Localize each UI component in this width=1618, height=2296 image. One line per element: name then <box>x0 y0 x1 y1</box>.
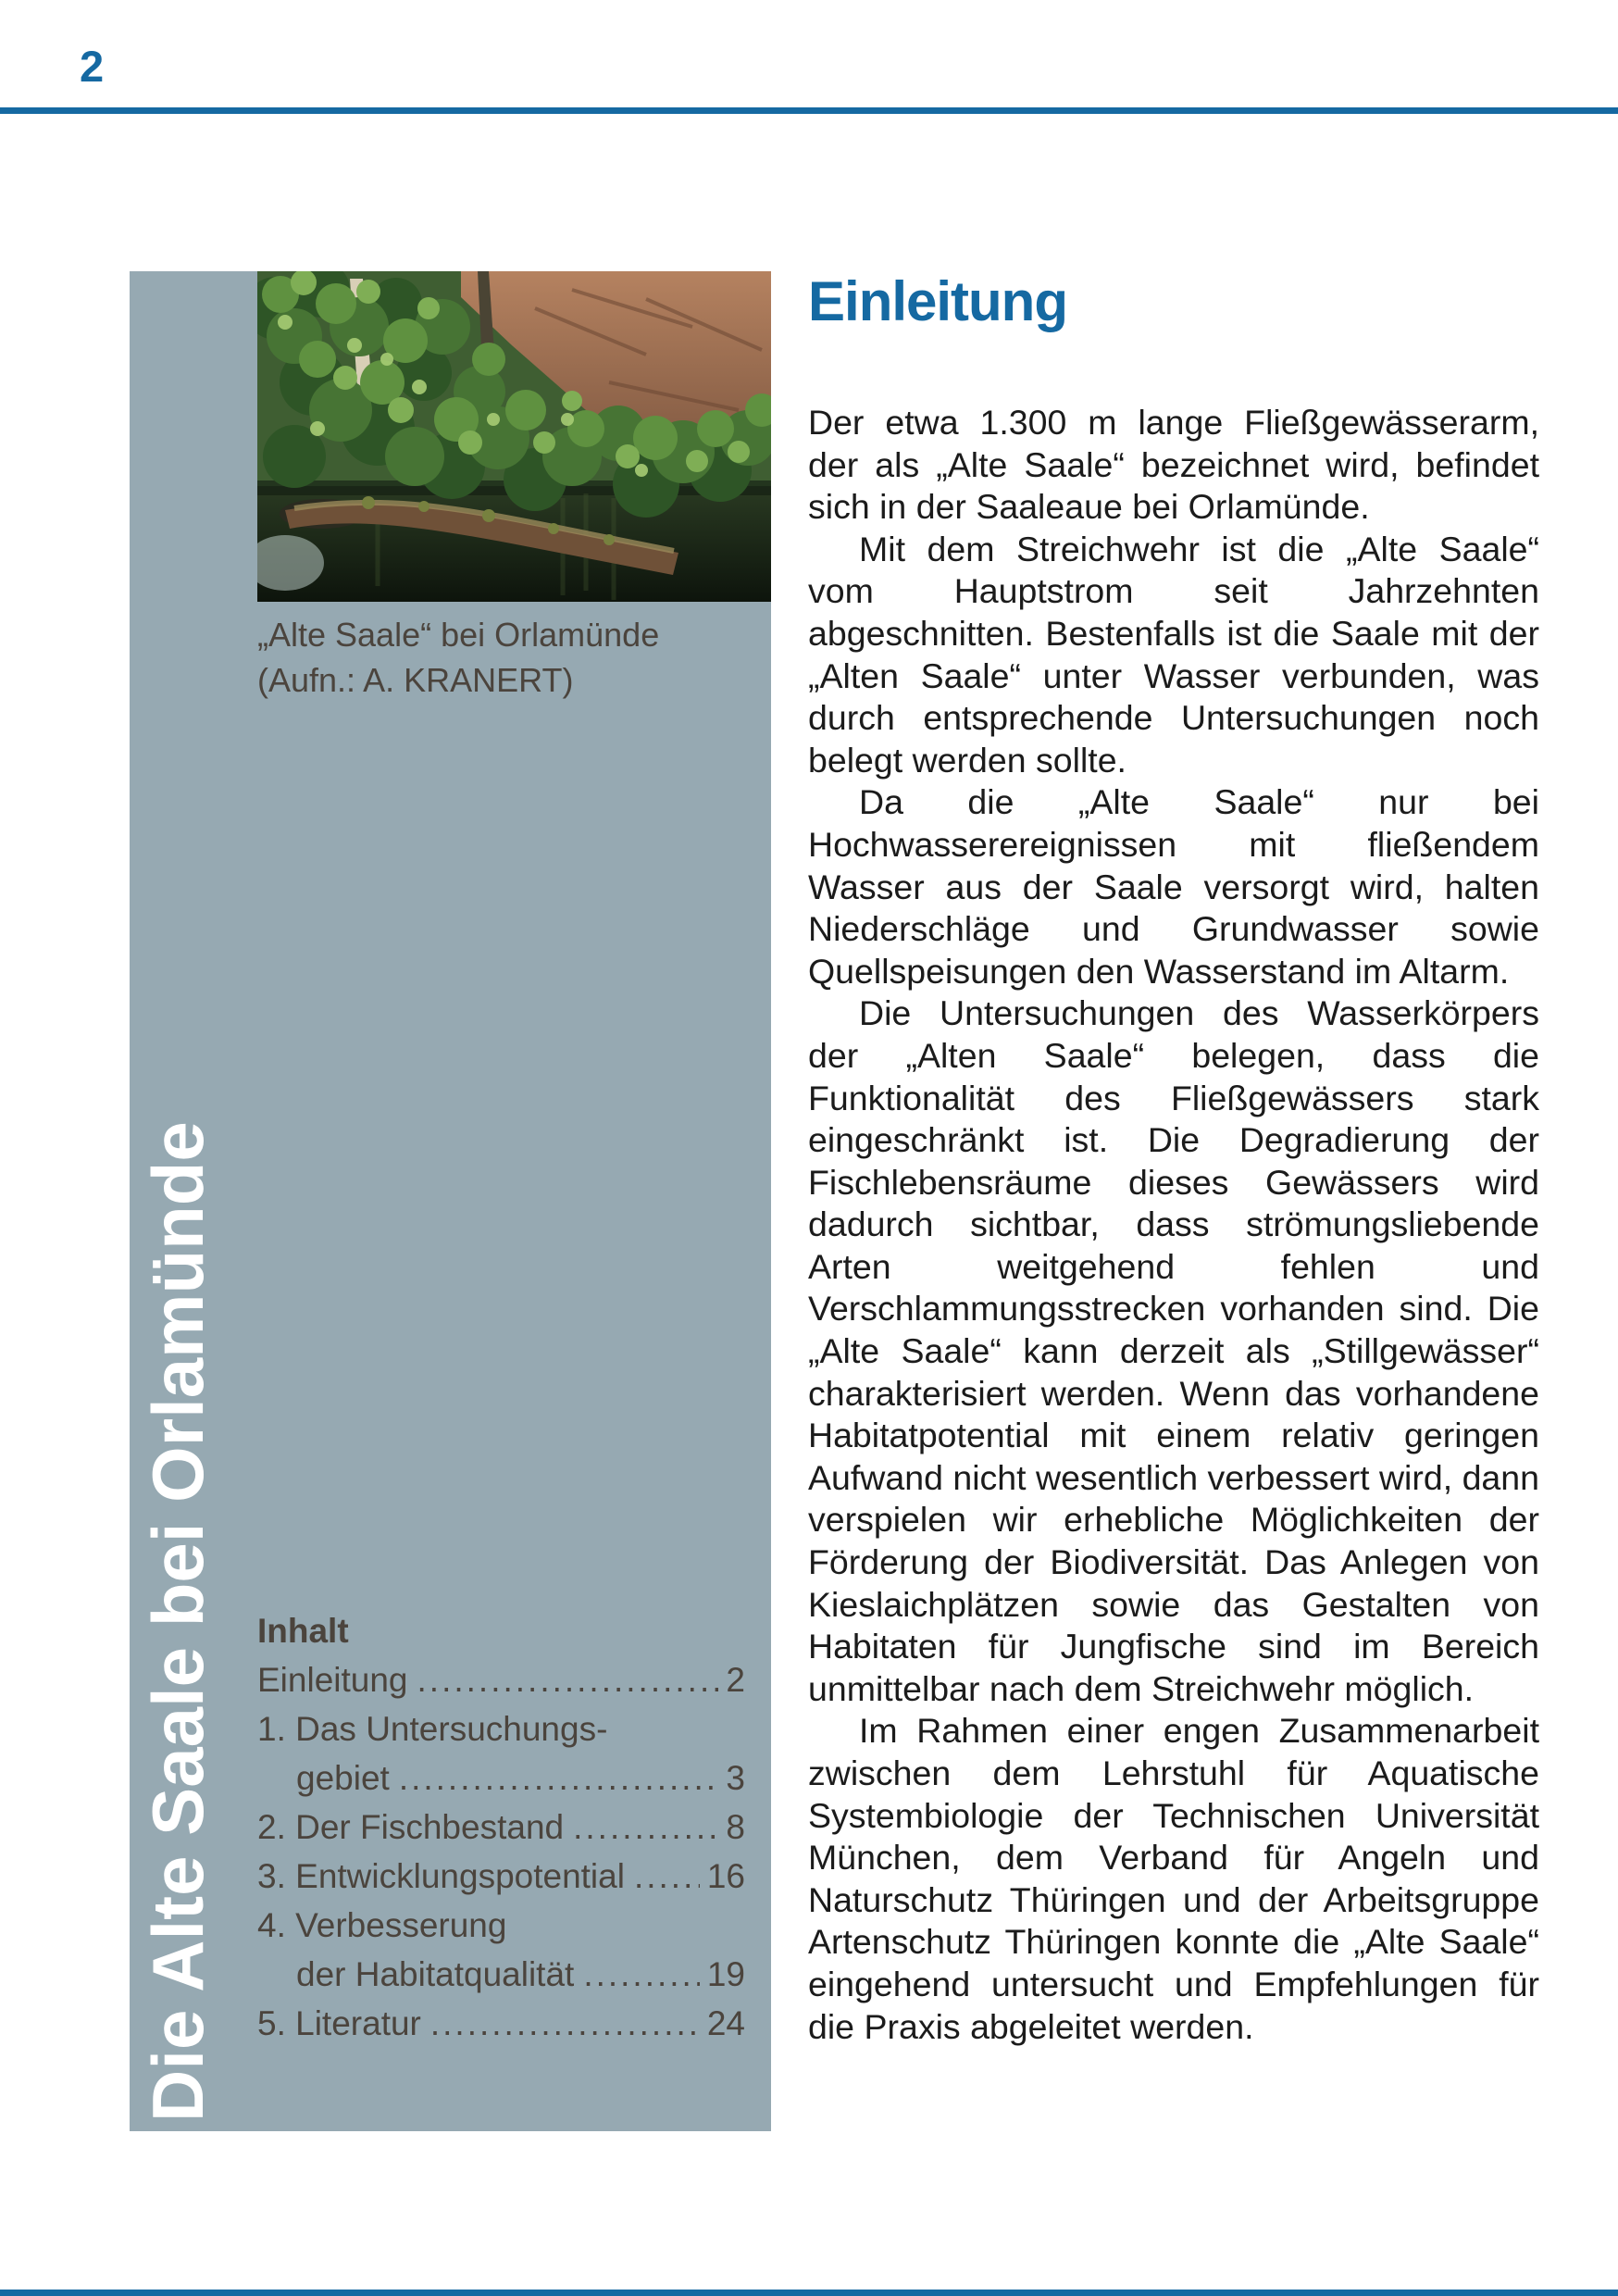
toc-entry <box>257 1655 745 1704</box>
toc-dots-leader <box>399 1753 719 1803</box>
river-photo-illustration <box>257 271 771 602</box>
toc-entry <box>257 1901 745 1950</box>
toc-entry-label: 2. Der Fischbestand <box>257 1808 565 1846</box>
toc-dots-leader <box>583 1950 700 1999</box>
sidebar-vertical-title: Die Alte Saale bei Orlamünde <box>137 1121 218 2122</box>
main-column <box>808 270 1539 2048</box>
body-text <box>808 402 1539 2048</box>
toc-entry-label: der Habitatqualität <box>296 1955 575 1993</box>
toc-entry-label: 1. Das Untersuchungs- <box>257 1710 608 1748</box>
photo-caption-line2: (Aufn.: A. KRANERT) <box>257 661 574 699</box>
paragraph: Im Rahmen einer engen Zusammenarbeit zwischen dem Lehrstuhl für Aquatische Systembiologie der Technischen Universität München, dem Verband für Angeln und Naturschutz Thüringen und der Arbeitsgruppe Artenschutz Thüringen konnte die „Alte Saale“ eingehend untersucht und Empfehlungen für die Praxis abgeleitet werden. <box>808 1711 1539 2046</box>
toc-page-number: 3 <box>726 1759 745 1797</box>
toc-dots-leader <box>573 1803 718 1852</box>
toc-page-number: 8 <box>726 1808 745 1846</box>
paragraph: Da die „Alte Saale“ nur bei Hochwasserereignissen mit fließendem Wasser aus der Saale versorgt wird, halten Niederschläge und Grundwasser sowie Quellspeisungen den Wasserstand im Altarm. <box>808 782 1539 991</box>
toc-entry <box>257 1950 745 1999</box>
toc-entry <box>257 1803 745 1852</box>
sidebar-photo <box>257 271 771 602</box>
table-of-contents <box>257 1606 745 2048</box>
toc-entry-label: 3. Entwicklungspotential <box>257 1857 625 1895</box>
toc-page-number: 24 <box>706 2004 745 2042</box>
toc-entry <box>257 1999 745 2048</box>
toc-entry-label: Einleitung <box>257 1661 408 1699</box>
photo-caption <box>257 612 757 703</box>
toc-entry <box>257 1704 745 1753</box>
footer-rule <box>0 2290 1618 2296</box>
toc-page-number: 16 <box>706 1857 745 1895</box>
paragraph: Der etwa 1.300 m lange Fließgewässerarm, der als „Alte Saale“ bezeichnet wird, befindet sich in der Saaleaue bei Orlamünde. <box>808 403 1539 527</box>
photo-caption-line1: „Alte Saale“ bei Orlamünde <box>257 616 660 654</box>
toc-dots-leader <box>634 1852 700 1901</box>
toc-heading: Inhalt <box>257 1612 349 1650</box>
toc-entry-label: 4. Verbesserung <box>257 1906 507 1944</box>
toc-entry-label: 5. Literatur <box>257 2004 421 2042</box>
paragraph: Die Untersuchungen des Wasserkörpers der „Alten Saale“ belegen, dass die Funktionalität des Fließgewässers stark eingeschränkt ist. Die Degradierung der Fischlebensräume dieses Gewässers wird dadurch sichtbar, dass strömungsliebende Arten weitgehend fehlen und Verschlammungsstrecken vorhanden sind. Die „Alte Saale“ kann derzeit als „Stillgewässer“ charakterisiert werden. Wenn das vorhandene Habitatpotential mit einem relativ geringen Aufwand nicht wesentlich verbessert wird, dann verspielen wir erhebliche Möglichkeiten der Förderung der Biodiversität. Das Anlegen von Kieslaichplätzen sowie das Gestalten von Habitaten für Jungfische sind im Bereich unmittelbar nach dem Streichwehr möglich. <box>808 993 1539 1708</box>
toc-page-number: 2 <box>726 1661 745 1699</box>
sidebar-panel <box>130 271 771 2131</box>
paragraph: Mit dem Streichwehr ist die „Alte Saale“ vom Hauptstrom seit Jahrzehnten abgeschnitten. Bestenfalls ist die Saale mit der „Alten Saale“ unter Wasser verbunden, was durch entsprechende Untersuchungen noch belegt werden sollte. <box>808 529 1539 780</box>
toc-dots-leader <box>430 1999 700 2048</box>
toc-page-number: 19 <box>706 1955 745 1993</box>
toc-dots-leader <box>417 1655 719 1704</box>
header-rule <box>0 107 1618 114</box>
toc-entry-label: gebiet <box>296 1759 390 1797</box>
section-heading: Einleitung <box>808 270 1067 332</box>
toc-entry <box>257 1753 745 1803</box>
toc-entry <box>257 1852 745 1901</box>
page-number: 2 <box>80 42 105 91</box>
